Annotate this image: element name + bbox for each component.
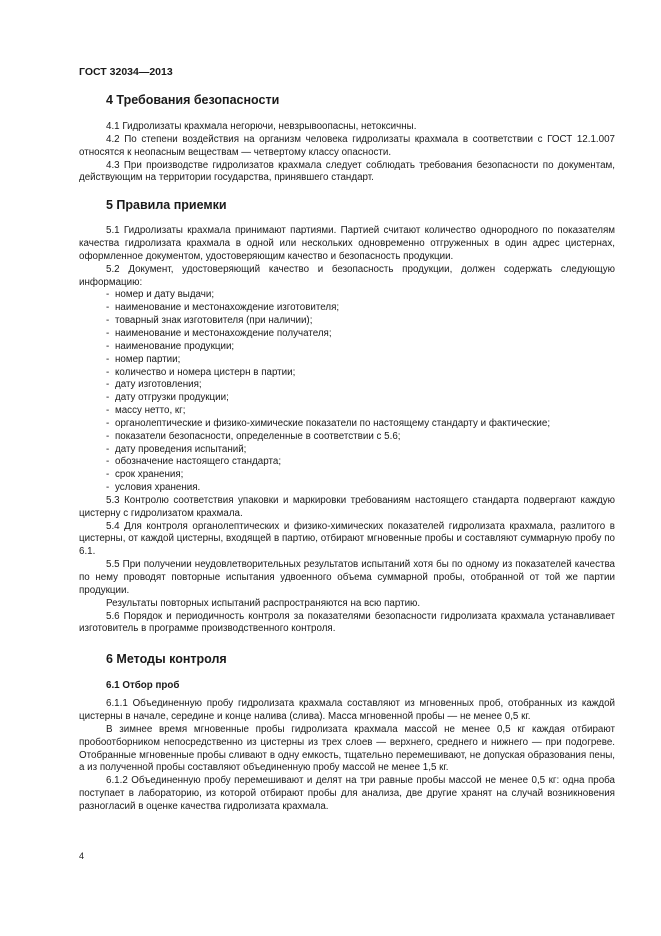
paragraph-5-5-note: Результаты повторных испытаний распространяются на всю партию. [106, 597, 421, 609]
section-heading-5: 5 Правила приемки [106, 198, 227, 213]
list-item: - срок хранения; [106, 469, 184, 481]
list-item: - органолептические и физико-химические показатели по настоящему стандарту и фактические; [106, 417, 551, 429]
list-item: - номер партии; [106, 353, 181, 365]
paragraph-6-1-1: 6.1.1 Объединенную пробу гидролизата крахмала составляют из мгновенных проб, отобранных из каждой цистерны в начале, середине и конце налива (слива). Масса мгновенной пробы — не менее 0,5 кг. [79, 698, 615, 723]
list-item: - дату проведения испытаний; [106, 443, 247, 455]
subsection-heading-6-1: 6.1 Отбор проб [106, 680, 180, 692]
page-content [79, 92, 615, 814]
list-item: - количество и номера цистерн в партии; [106, 366, 296, 378]
list-item: - обозначение настоящего стандарта; [106, 456, 282, 468]
paragraph-5-3: 5.3 Контролю соответствия упаковки и маркировки требованиям настоящего стандарта подвергают каждую цистерну с гидролизатом крахмала. [79, 494, 615, 519]
paragraph-5-6: 5.6 Порядок и периодичность контроля за показателями безопасности гидролизата крахмала устанавливает изготовитель в программе производственного контроля. [79, 610, 615, 635]
paragraph-5-2: 5.2 Документ, удостоверяющий качество и безопасность продукции, должен содержать следующую информацию: [79, 263, 615, 288]
paragraph-6-1-2: 6.1.2 Объединенную пробу перемешивают и делят на три равные пробы массой не менее 0,5 кг: одна проба поступает в лабораторию, из которой отбирают пробы для анализа, две другие хранят на случай возникновения разногласий в оценке качества гидролизата крахмала. [79, 775, 615, 812]
required-info-list [79, 289, 615, 495]
list-item: - товарный знак изготовителя (при наличии); [106, 315, 313, 327]
paragraph-6-1-1-winter: В зимнее время мгновенные пробы гидролизата крахмала массой не менее 0,5 кг каждая отбирают пробоотборником непосредственно из цистерны из трех слоев — верхнего, среднего и нижнего — при подогреве. Отобранные мгновенные пробы сливают в одну емкость, тщательно перемешивают, не допуская образования пены, а из полученной пробы составляют объединенную пробу массой не менее 1,5 кг. [79, 723, 615, 774]
section-heading-4: 4 Требования безопасности [106, 93, 280, 107]
page-number: 4 [79, 851, 85, 861]
section-heading-6: 6 Методы контроля [106, 652, 227, 667]
list-item: - дату изготовления; [106, 379, 202, 391]
document-code-header: ГОСТ 32034—2013 [79, 66, 173, 78]
paragraph-4-2: 4.2 По степени воздействия на организм человека гидролизаты крахмала в соответствии с ГОСТ 12.1.007 относятся к неопасным веществам — четвертому классу опасности. [79, 133, 615, 158]
paragraph-4-1: 4.1 Гидролизаты крахмала негорючи, невзрывоопасны, нетоксичны. [106, 121, 417, 132]
list-item: - номер и дату выдачи; [106, 289, 215, 301]
list-item: - массу нетто, кг; [106, 405, 186, 417]
list-item: - показатели безопасности, определенные в соответствии с 5.6; [106, 430, 401, 442]
list-item: - дату отгрузки продукции; [106, 392, 229, 404]
paragraph-5-1: 5.1 Гидролизаты крахмала принимают партиями. Партией считают количество однородного по показателям качества гидролизата крахмала в одной или нескольких одновременно отгруженных в один адрес цистернах, оформленное документом, удостоверяющим качество и безопасность продукции. [79, 225, 615, 262]
list-item: - условия хранения. [106, 482, 201, 494]
list-item: - наименование продукции; [106, 340, 235, 352]
list-item: - наименование и местонахождение получателя; [106, 327, 332, 339]
paragraph-4-3: 4.3 При производстве гидролизатов крахмала следует соблюдать требования безопасности по документам, действующим на территории государства, принявшего стандарт. [79, 159, 615, 184]
paragraph-5-5: 5.5 При получении неудовлетворительных результатов испытаний хотя бы по одному из показателей качества по нему проводят повторные испытания удвоенного объема суммарной пробы, отобранной от той же партии продукции. [79, 559, 615, 596]
paragraph-5-4: 5.4 Для контроля органолептических и физико-химических показателей гидролизата крахмала, разлитого в цистерны, от каждой цистерны, входящей в партию, отбирают мгновенные пробы и составляют суммарную пробу по 6.1. [79, 520, 615, 558]
list-item: - наименование и местонахождение изготовителя; [106, 302, 340, 314]
